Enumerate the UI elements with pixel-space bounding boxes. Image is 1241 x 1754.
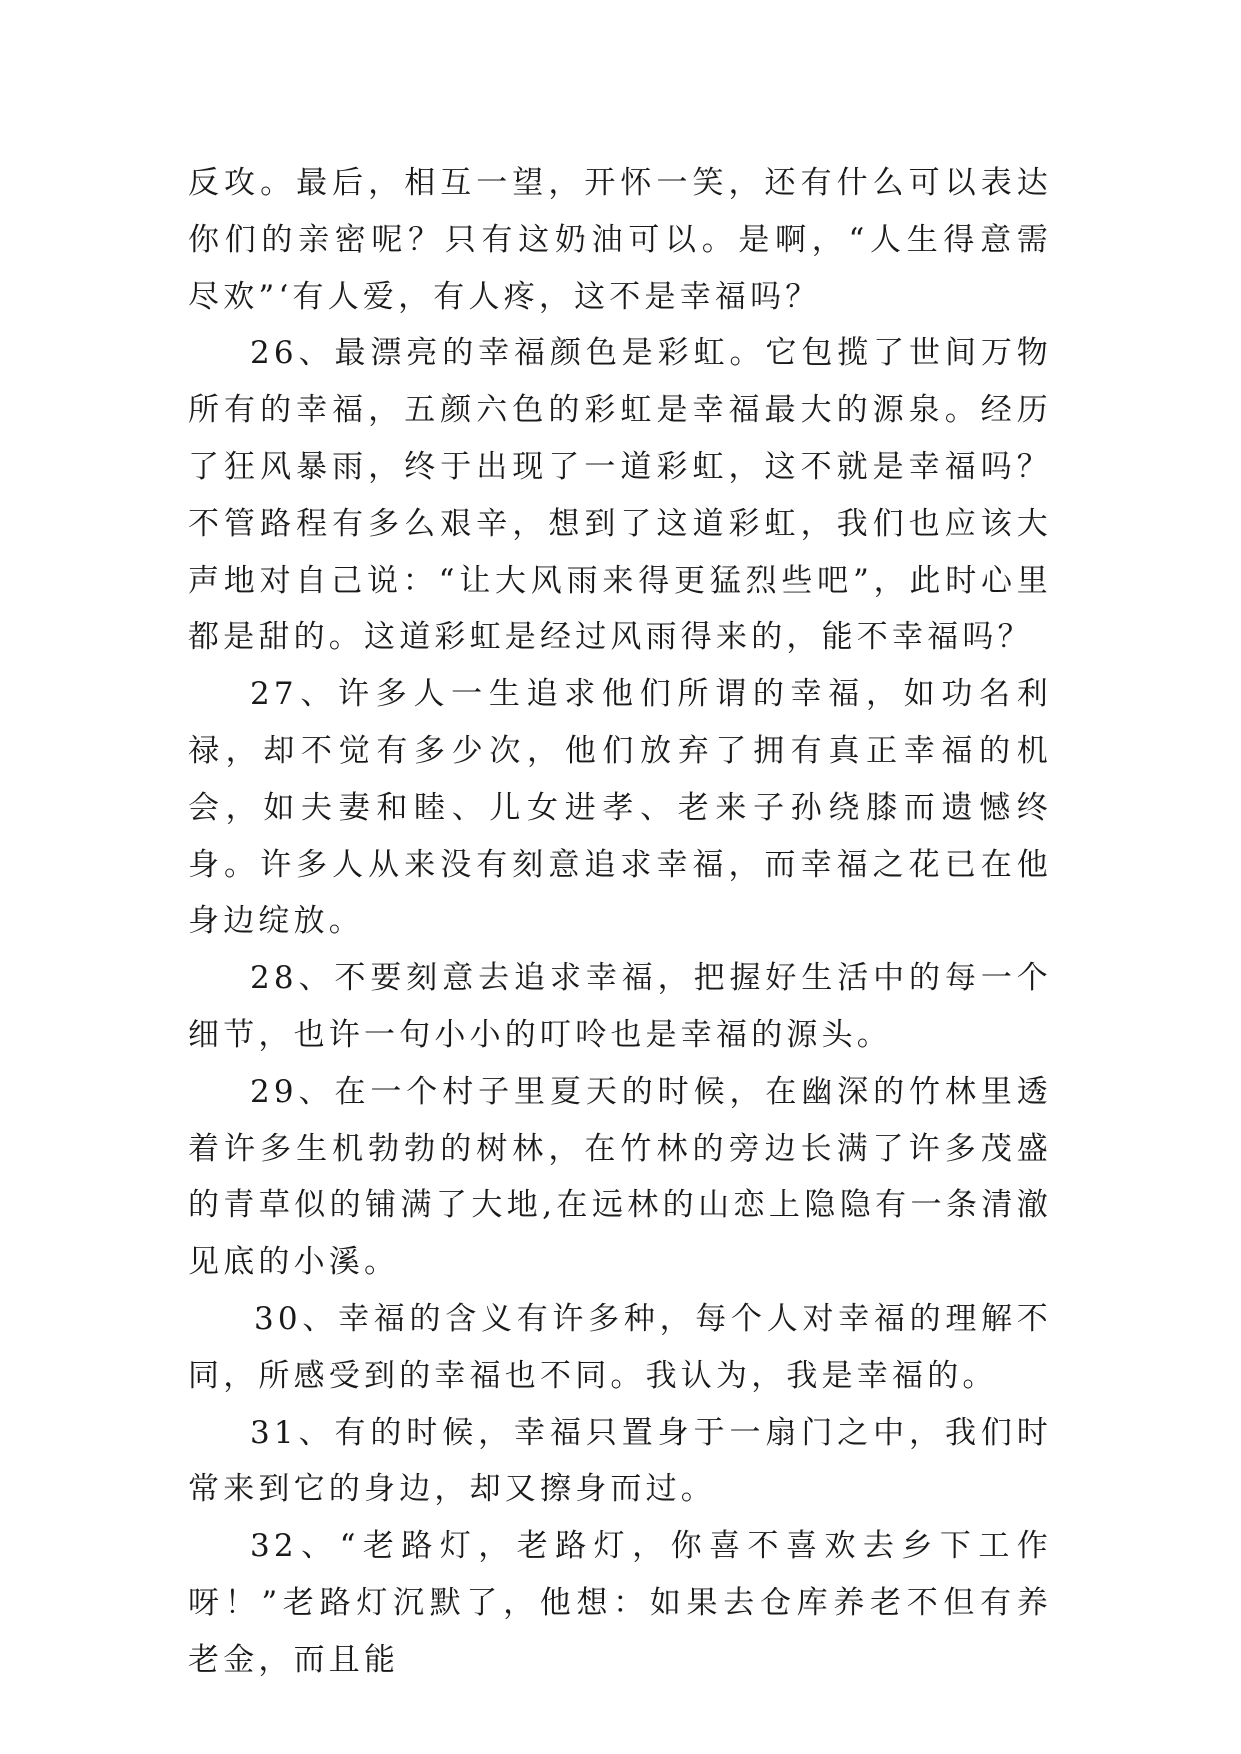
paragraph-30: 30、幸福的含义有许多种，每个人对幸福的理解不同，所感受到的幸福也不同。我认为，我是幸福的。	[188, 1300, 1052, 1394]
paragraph-25-continued: 反攻。最后，相互一望，开怀一笑，还有什么可以表达你们的亲密呢？只有这奶油可以。是啊，“人生得意需尽欢”‘有人爱，有人疼，这不是幸福吗？	[188, 165, 1052, 315]
paragraph-32: 32、“老路灯，老路灯，你喜不喜欢去乡下工作呀！”老路灯沉默了，他想：如果去仓库养老不但有养老金，而且能	[188, 1528, 1052, 1678]
document-body	[188, 155, 1052, 1689]
paragraph-29: 29、在一个村子里夏天的时候，在幽深的竹林里透着许多生机勃勃的树林，在竹林的旁边长满了许多茂盛的青草似的铺满了大地,在远林的山恋上隐隐有一条清澈见底的小溪。	[188, 1073, 1052, 1281]
paragraph-26: 26、最漂亮的幸福颜色是彩虹。它包揽了世间万物所有的幸福，五颜六色的彩虹是幸福最大的源泉。经历了狂风暴雨，终于出现了一道彩虹，这不就是幸福吗？不管路程有多么艰辛，想到了这道彩虹，我们也应该大声地对自己说：“让大风雨来得更猛烈些吧”，此时心里都是甜的。这道彩虹是经过风雨得来的，能不幸福吗？	[188, 335, 1052, 656]
paragraph-31: 31、有的时候，幸福只置身于一扇门之中，我们时常来到它的身边，却又擦身而过。	[188, 1414, 1052, 1508]
paragraph-28: 28、不要刻意去追求幸福，把握好生活中的每一个细节，也许一句小小的叮呤也是幸福的源头。	[188, 960, 1052, 1053]
paragraph-27: 27、许多人一生追求他们所谓的幸福，如功名利禄，却不觉有多少次，他们放弃了拥有真正幸福的机会，如夫妻和睦、儿女进孝、老来子孙绕膝而遗憾终身。许多人从来没有刻意追求幸福，而幸福之花已在他身边绽放。	[188, 676, 1052, 940]
